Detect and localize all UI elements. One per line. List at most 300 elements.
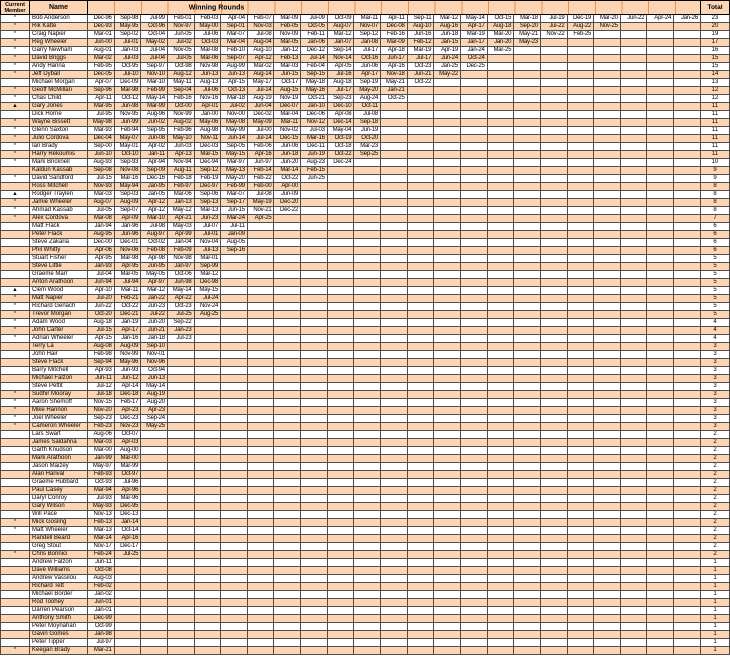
winning-round-date-cell: Mar-04 xyxy=(274,111,301,119)
winning-round-date-cell xyxy=(247,503,274,511)
winning-round-date-cell xyxy=(460,639,487,647)
winning-round-date-cell xyxy=(567,351,594,359)
winning-round-date-cell xyxy=(274,647,301,655)
winning-round-date-cell xyxy=(674,47,701,55)
winning-round-date-cell xyxy=(674,359,701,367)
winning-round-date-cell xyxy=(460,527,487,535)
winning-round-date-cell xyxy=(620,487,647,495)
winning-round-date-cell xyxy=(674,135,701,143)
total-cell: 6 xyxy=(701,223,730,231)
winning-round-date-cell xyxy=(141,591,168,599)
winning-round-date-cell xyxy=(540,399,567,407)
winning-round-date-cell: Mar-20 xyxy=(594,15,621,23)
total-cell: 3 xyxy=(701,375,730,383)
total-cell: 3 xyxy=(701,343,730,351)
winning-round-date-cell xyxy=(407,119,434,127)
winning-round-date-cell xyxy=(407,503,434,511)
total-cell: 11 xyxy=(701,119,730,127)
winning-round-date-cell xyxy=(434,359,461,367)
winning-round-date-cell xyxy=(407,103,434,111)
name-cell: Reg Wheeler xyxy=(30,39,88,47)
winning-round-date-cell xyxy=(460,183,487,191)
winning-round-date-cell xyxy=(434,111,461,119)
winning-round-date-cell xyxy=(381,111,408,119)
winning-round-date-cell xyxy=(141,455,168,463)
total-cell: 1 xyxy=(701,623,730,631)
winning-round-date-cell xyxy=(460,167,487,175)
name-cell: Anton Arathoon xyxy=(30,279,88,287)
winning-round-date-cell xyxy=(460,239,487,247)
winning-round-date-cell: Mar-01 xyxy=(88,31,115,39)
winning-round-date-cell xyxy=(274,391,301,399)
winning-round-date-cell xyxy=(354,615,381,623)
winning-round-date-cell xyxy=(354,535,381,543)
table-row xyxy=(1,543,730,551)
total-cell: 1 xyxy=(701,591,730,599)
winning-round-date-cell: Sep-03 xyxy=(114,191,141,199)
total-cell: 1 xyxy=(701,607,730,615)
table-row xyxy=(1,375,730,383)
winning-round-date-cell xyxy=(487,631,514,639)
name-cell: Greg Stout xyxy=(30,543,88,551)
winning-round-date-cell xyxy=(434,95,461,103)
member-marker-cell xyxy=(1,383,30,391)
total-cell: 23 xyxy=(701,15,730,23)
winning-round-date-cell: Mar-12 xyxy=(194,271,221,279)
winning-round-date-cell xyxy=(487,351,514,359)
winning-round-date-cell xyxy=(221,303,248,311)
winning-round-date-cell xyxy=(407,319,434,327)
winning-round-date-cell xyxy=(354,335,381,343)
total-cell: 8 xyxy=(701,207,730,215)
winning-round-date-cell: Sep-23 xyxy=(327,95,354,103)
winning-round-date-cell xyxy=(194,623,221,631)
winning-round-date-cell: Jul-22 xyxy=(141,311,168,319)
member-marker-cell: * xyxy=(1,95,30,103)
winning-round-date-cell xyxy=(434,327,461,335)
winning-round-date-cell xyxy=(381,127,408,135)
winning-round-date-cell xyxy=(567,255,594,263)
winning-round-date-cell xyxy=(647,191,674,199)
winning-round-date-cell xyxy=(247,319,274,327)
winning-round-date-cell: Jan-10 xyxy=(301,103,328,111)
winning-round-date-cell xyxy=(247,415,274,423)
winning-round-date-cell xyxy=(247,303,274,311)
winning-round-date-cell xyxy=(594,167,621,175)
winning-round-date-cell xyxy=(460,591,487,599)
winning-round-date-cell xyxy=(487,487,514,495)
winning-round-date-cell xyxy=(114,583,141,591)
winning-round-date-cell xyxy=(301,207,328,215)
winning-round-date-cell: Jun-04 xyxy=(247,103,274,111)
winning-round-date-cell xyxy=(247,567,274,575)
table-row xyxy=(1,255,730,263)
winning-round-date-cell xyxy=(167,527,194,535)
winning-round-date-cell xyxy=(434,303,461,311)
winning-round-date-cell: Apr-17 xyxy=(114,327,141,335)
winning-round-date-cell xyxy=(647,223,674,231)
winning-round-date-cell xyxy=(540,223,567,231)
winning-round-date-cell: Dec-09 xyxy=(114,79,141,87)
winning-round-date-cell xyxy=(647,239,674,247)
winning-round-date-cell xyxy=(620,527,647,535)
winning-round-date-cell xyxy=(514,615,541,623)
winning-round-date-cell: Aug-00 xyxy=(114,447,141,455)
winning-round-date-cell xyxy=(540,383,567,391)
winning-round-date-cell xyxy=(167,383,194,391)
winning-round-date-cell xyxy=(594,311,621,319)
winning-round-date-cell: Jun-21 xyxy=(141,327,168,335)
winning-round-date-cell xyxy=(247,527,274,535)
winning-round-date-cell xyxy=(594,519,621,527)
winning-round-date-cell: Aug-24 xyxy=(354,95,381,103)
winning-round-date-cell: Oct-03 xyxy=(194,39,221,47)
winning-round-date-cell xyxy=(434,399,461,407)
winning-round-date-cell xyxy=(674,103,701,111)
winning-round-date-cell xyxy=(540,575,567,583)
total-cell: 1 xyxy=(701,559,730,567)
winning-round-date-cell xyxy=(540,559,567,567)
winning-round-date-cell xyxy=(407,111,434,119)
winning-round-date-cell xyxy=(301,319,328,327)
winning-round-date-cell: Jul-94 xyxy=(114,279,141,287)
winning-round-date-cell xyxy=(460,199,487,207)
winning-round-date-cell xyxy=(487,103,514,111)
winning-round-date-cell xyxy=(327,351,354,359)
table-row xyxy=(1,639,730,647)
winning-round-date-cell xyxy=(247,447,274,455)
winning-round-date-cell xyxy=(487,591,514,599)
winning-round-date-cell: Oct-99 xyxy=(88,623,115,631)
name-cell: Terry La xyxy=(30,343,88,351)
winning-round-date-cell xyxy=(407,311,434,319)
winning-round-date-cell xyxy=(487,255,514,263)
winning-round-date-cell xyxy=(114,599,141,607)
winning-round-date-cell: Jan-15 xyxy=(434,39,461,47)
winning-round-date-cell xyxy=(460,551,487,559)
winning-round-date-cell xyxy=(434,343,461,351)
winning-round-date-cell xyxy=(247,311,274,319)
winning-round-date-cell xyxy=(460,223,487,231)
winning-round-date-cell xyxy=(674,503,701,511)
winning-round-date-cell xyxy=(647,383,674,391)
winning-round-date-cell xyxy=(301,367,328,375)
member-marker-cell: * xyxy=(1,15,30,23)
winning-round-date-cell xyxy=(274,551,301,559)
winning-round-date-cell: Jun-18 xyxy=(274,151,301,159)
winning-round-date-cell xyxy=(247,335,274,343)
winning-round-date-cell xyxy=(354,343,381,351)
winning-round-date-cell xyxy=(434,215,461,223)
winning-round-date-cell: Aug-25 xyxy=(194,311,221,319)
winning-round-date-cell xyxy=(381,455,408,463)
winning-round-date-cell xyxy=(221,407,248,415)
winning-round-date-cell xyxy=(647,543,674,551)
winning-round-date-cell xyxy=(221,271,248,279)
winning-round-date-cell xyxy=(407,295,434,303)
winning-round-date-cell xyxy=(194,487,221,495)
winning-round-date-cell xyxy=(194,399,221,407)
winning-round-date-cell xyxy=(221,607,248,615)
name-cell: Garry Newham xyxy=(30,47,88,55)
winning-round-date-cell xyxy=(487,111,514,119)
winning-round-date-cell xyxy=(514,279,541,287)
winning-round-date-cell xyxy=(620,271,647,279)
winning-round-date-cell xyxy=(620,31,647,39)
winning-round-date-cell xyxy=(540,47,567,55)
table-row xyxy=(1,215,730,223)
winning-round-date-cell xyxy=(167,647,194,655)
winning-round-date-cell: Feb-15 xyxy=(301,167,328,175)
winning-round-date-cell xyxy=(407,495,434,503)
winning-round-date-cell: Nov-99 xyxy=(114,351,141,359)
winning-round-date-cell xyxy=(434,143,461,151)
winning-round-date-cell xyxy=(487,383,514,391)
winning-round-date-cell xyxy=(514,479,541,487)
winning-round-date-cell xyxy=(647,583,674,591)
winning-round-date-cell: Sep-15 xyxy=(301,71,328,79)
winning-round-date-cell xyxy=(327,535,354,543)
winning-round-date-cell xyxy=(594,463,621,471)
table-row xyxy=(1,511,730,519)
winning-round-date-cell: Jan-97 xyxy=(167,263,194,271)
winning-round-date-cell xyxy=(514,551,541,559)
winning-round-date-cell xyxy=(620,183,647,191)
winning-round-date-cell xyxy=(514,359,541,367)
winning-round-date-cell xyxy=(567,447,594,455)
winning-round-date-cell xyxy=(301,255,328,263)
winning-round-date-cell xyxy=(674,583,701,591)
name-cell: Paul Casey xyxy=(30,487,88,495)
winning-round-date-cell xyxy=(567,151,594,159)
winning-round-date-cell xyxy=(327,223,354,231)
winning-round-date-cell xyxy=(221,375,248,383)
winning-round-date-cell xyxy=(487,567,514,575)
winning-round-date-cell xyxy=(301,455,328,463)
winning-round-date-cell xyxy=(167,463,194,471)
winning-round-date-cell: Aug-10 xyxy=(247,47,274,55)
winning-round-date-cell xyxy=(514,455,541,463)
total-cell: 20 xyxy=(701,23,730,31)
winning-round-date-cell xyxy=(540,215,567,223)
winning-round-date-cell: Jun-15 xyxy=(274,71,301,79)
winning-round-date-cell xyxy=(620,367,647,375)
winning-round-date-cell xyxy=(594,127,621,135)
winning-round-date-cell xyxy=(594,175,621,183)
winning-round-date-cell: Feb-11 xyxy=(301,31,328,39)
winning-round-date-cell xyxy=(674,551,701,559)
winning-round-date-cell xyxy=(354,207,381,215)
winning-round-date-cell xyxy=(567,479,594,487)
winning-round-date-cell xyxy=(514,295,541,303)
winning-round-date-cell: Mar-19 xyxy=(407,47,434,55)
winning-round-date-cell xyxy=(647,495,674,503)
table-row xyxy=(1,87,730,95)
winning-round-date-cell xyxy=(327,455,354,463)
winning-round-date-cell: May-14 xyxy=(141,383,168,391)
winning-round-date-cell xyxy=(647,271,674,279)
winning-round-date-cell xyxy=(247,407,274,415)
winning-round-date-cell xyxy=(194,495,221,503)
winning-round-date-cell xyxy=(434,311,461,319)
winning-round-date-cell xyxy=(354,519,381,527)
winning-round-date-cell xyxy=(620,511,647,519)
winning-round-date-cell xyxy=(194,423,221,431)
winning-round-date-cell xyxy=(354,159,381,167)
winning-round-date-cell xyxy=(620,639,647,647)
winning-round-date-cell xyxy=(514,599,541,607)
winning-round-date-cell xyxy=(274,439,301,447)
winning-round-date-cell xyxy=(381,119,408,127)
winning-round-date-cell: Aug-23 xyxy=(301,159,328,167)
winning-round-date-cell xyxy=(381,503,408,511)
winning-round-date-cell xyxy=(301,607,328,615)
winning-round-date-cell xyxy=(674,55,701,63)
winning-round-date-cell: Nov-18 xyxy=(381,71,408,79)
winning-round-date-cell xyxy=(274,407,301,415)
winning-round-date-cell: Dec-14 xyxy=(327,119,354,127)
winning-round-date-cell xyxy=(594,439,621,447)
winning-round-date-cell xyxy=(487,623,514,631)
winning-round-date-cell xyxy=(301,551,328,559)
total-cell: 3 xyxy=(701,423,730,431)
winning-round-date-cell xyxy=(114,567,141,575)
member-marker-cell: * xyxy=(1,87,30,95)
winning-round-date-cell xyxy=(434,503,461,511)
winning-round-date-cell xyxy=(594,383,621,391)
winning-round-date-cell xyxy=(354,167,381,175)
total-cell: 2 xyxy=(701,527,730,535)
winning-round-date-cell: Jul-08 xyxy=(247,31,274,39)
winning-round-date-cell xyxy=(434,527,461,535)
winning-round-date-cell xyxy=(407,647,434,655)
winning-round-date-cell xyxy=(381,263,408,271)
winning-round-date-cell xyxy=(647,55,674,63)
winning-round-date-cell xyxy=(274,503,301,511)
winning-round-date-cell xyxy=(407,327,434,335)
total-cell: 11 xyxy=(701,151,730,159)
winning-round-date-cell: Jul-01 xyxy=(114,39,141,47)
winning-round-date-cell xyxy=(487,191,514,199)
winning-round-date-cell: Aug-04 xyxy=(247,39,274,47)
name-cell: Ross Mitchell xyxy=(30,183,88,191)
member-marker-cell: ▲ xyxy=(1,191,30,199)
winning-round-date-cell: Jan-22 xyxy=(141,295,168,303)
winning-round-date-cell xyxy=(567,599,594,607)
table-row xyxy=(1,263,730,271)
winning-round-date-cell: Nov-07 xyxy=(354,23,381,31)
winning-round-date-cell xyxy=(301,503,328,511)
winning-round-date-cell: Mar-07 xyxy=(221,191,248,199)
winning-round-date-cell xyxy=(514,95,541,103)
winning-round-date-cell: Jan-19 xyxy=(114,319,141,327)
winning-round-date-cell: Aug-14 xyxy=(247,71,274,79)
winning-round-date-cell xyxy=(221,535,248,543)
member-marker-cell: * xyxy=(1,151,30,159)
winning-round-date-cell xyxy=(594,639,621,647)
member-marker-cell xyxy=(1,247,30,255)
winning-round-date-cell xyxy=(620,127,647,135)
winning-round-date-cell xyxy=(247,431,274,439)
winning-round-date-cell xyxy=(381,223,408,231)
name-cell: Adam Wood xyxy=(30,319,88,327)
total-cell: 1 xyxy=(701,567,730,575)
winning-round-date-cell: Jul-08 xyxy=(247,191,274,199)
winning-round-date-cell xyxy=(327,583,354,591)
winning-round-date-cell xyxy=(327,271,354,279)
winning-round-date-cell: Jun-14 xyxy=(221,135,248,143)
winning-round-date-cell xyxy=(434,479,461,487)
name-cell: Will Pace xyxy=(30,511,88,519)
winning-round-date-cell: Aug-97 xyxy=(141,231,168,239)
winning-round-date-cell xyxy=(514,607,541,615)
winning-round-date-cell xyxy=(407,135,434,143)
winning-round-date-cell xyxy=(407,223,434,231)
winning-round-date-cell xyxy=(167,599,194,607)
winning-round-date-cell xyxy=(487,463,514,471)
total-cell: 1 xyxy=(701,647,730,655)
winning-round-date-cell xyxy=(221,383,248,391)
winning-round-date-cell xyxy=(434,431,461,439)
winning-round-date-cell: Jul-95 xyxy=(88,111,115,119)
winning-round-date-cell xyxy=(141,631,168,639)
winning-round-date-cell xyxy=(487,247,514,255)
name-cell: Gary Wilson xyxy=(30,503,88,511)
winning-round-date-cell xyxy=(674,151,701,159)
winning-round-date-cell xyxy=(620,247,647,255)
winning-round-date-cell: Nov-11 xyxy=(194,135,221,143)
winning-round-date-cell xyxy=(247,463,274,471)
winning-round-date-cell: Jun-11 xyxy=(88,559,115,567)
winning-round-date-cell xyxy=(274,279,301,287)
winning-round-date-cell xyxy=(594,247,621,255)
winning-round-date-cell xyxy=(620,279,647,287)
winning-round-date-cell xyxy=(620,575,647,583)
winning-round-date-cell xyxy=(647,375,674,383)
winning-round-date-cell xyxy=(194,535,221,543)
winning-round-date-cell: Feb-23 xyxy=(88,423,115,431)
winning-round-date-cell: Jan-94 xyxy=(88,223,115,231)
winning-round-date-cell: Oct-12 xyxy=(114,95,141,103)
winning-round-date-cell xyxy=(647,103,674,111)
winning-round-date-cell xyxy=(647,31,674,39)
winning-round-date-cell: Apr-11 xyxy=(381,15,408,23)
winning-round-date-cell xyxy=(674,327,701,335)
winning-round-date-cell xyxy=(594,183,621,191)
total-cell: 2 xyxy=(701,551,730,559)
winning-round-date-cell xyxy=(194,599,221,607)
winning-round-date-cell: Jan-96 xyxy=(114,223,141,231)
winning-round-date-cell xyxy=(674,255,701,263)
winning-round-date-cell: Oct-96 xyxy=(141,23,168,31)
table-row xyxy=(1,415,730,423)
winning-round-date-cell: May-07 xyxy=(114,135,141,143)
winning-round-date-cell xyxy=(167,431,194,439)
winning-round-date-cell xyxy=(114,615,141,623)
winning-round-date-cell xyxy=(514,647,541,655)
winning-round-date-cell xyxy=(274,287,301,295)
name-cell: Gavin Gomes xyxy=(30,631,88,639)
winning-round-date-cell xyxy=(434,127,461,135)
winning-round-date-cell xyxy=(487,167,514,175)
winning-round-date-cell xyxy=(487,343,514,351)
winning-round-date-cell xyxy=(620,327,647,335)
winning-round-date-cell xyxy=(434,423,461,431)
member-marker-cell: * xyxy=(1,335,30,343)
winning-round-date-cell xyxy=(407,583,434,591)
winning-round-date-cell xyxy=(407,263,434,271)
winning-round-date-cell xyxy=(594,223,621,231)
